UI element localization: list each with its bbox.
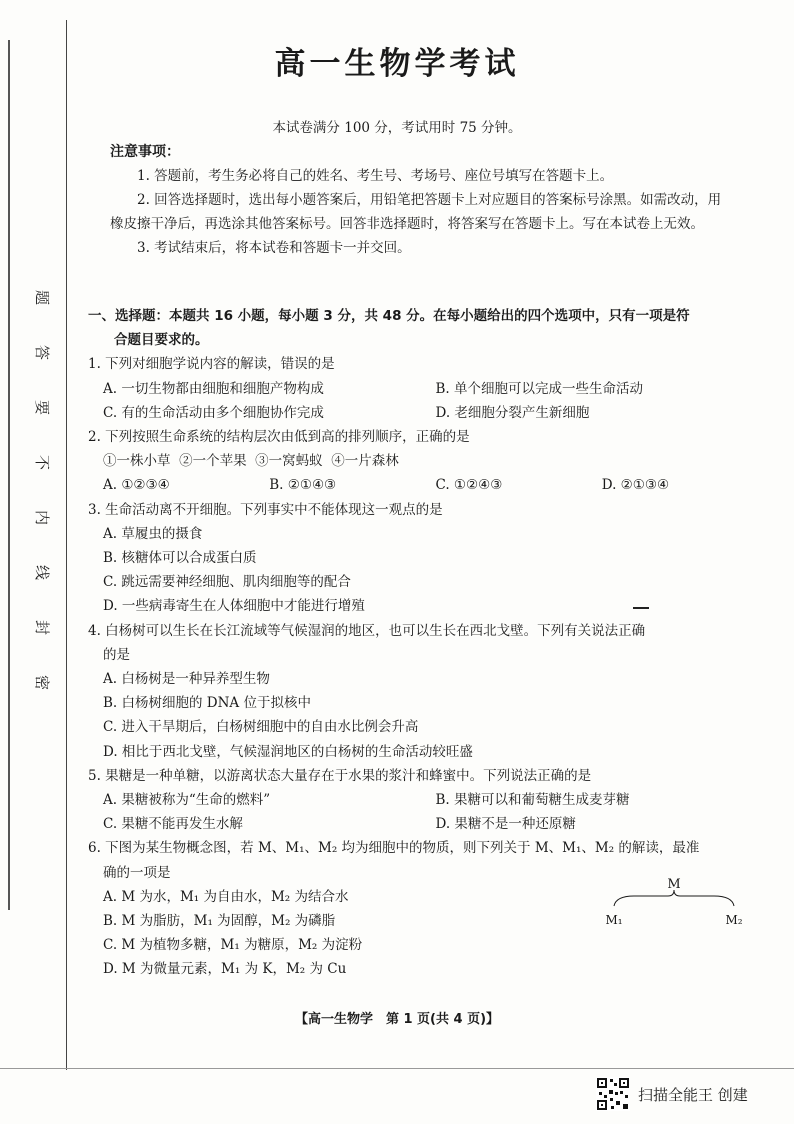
- option-b: B. ②①④③: [269, 477, 337, 494]
- seal-char: 答: [33, 344, 52, 361]
- question-stem: 3. 生命活动离不开细胞。下列事实中不能体现这一观点的是: [88, 501, 443, 518]
- exam-title: 高一生物学考试: [274, 46, 520, 82]
- option-a: A. 果糖被称为“生命的燃料”: [103, 792, 271, 809]
- question-stem: 2. 下列按照生命系统的结构层次由低到高的排列顺序，正确的是: [88, 429, 470, 446]
- option-c: C. 跳远需要神经细胞、肌肉细胞等的配合: [103, 574, 351, 591]
- seal-char: 要: [33, 399, 52, 416]
- option-a: A. 草履虫的摄食: [103, 525, 203, 542]
- stray-mark: [633, 607, 649, 609]
- option-d: D. 老细胞分裂产生新细胞: [435, 404, 590, 421]
- watermark-text: 扫描全能王 创建: [638, 1085, 748, 1104]
- question-3: [88, 498, 768, 619]
- option-a: A. 一切生物都由细胞和细胞产物构成: [103, 380, 324, 397]
- seal-char: 内: [33, 509, 52, 526]
- question-2: [88, 425, 768, 498]
- notes-heading: 注意事项：: [110, 144, 180, 160]
- option-c: C. 进入干旱期后，白杨树细胞中的自由水比例会升高: [103, 719, 419, 736]
- margin-edge-line: [8, 40, 10, 910]
- option-d: D. M 为微量元素，M₁ 为 K，M₂ 为 Cu: [103, 961, 347, 978]
- option-d: D. 一些病毒寄生在人体细胞中才能进行增殖: [103, 598, 365, 615]
- diagram-brace: [614, 890, 734, 906]
- option-c: C. 果糖不能再发生水解: [103, 816, 243, 833]
- footer-divider: [0, 1068, 794, 1069]
- question-stem: 5. 果糖是一种单糖，以游离状态大量存在于水果的浆汁和蜂蜜中。下列说法正确的是: [88, 767, 592, 784]
- diagram-left-label: M₁: [605, 913, 623, 928]
- option-d: D. ②①③④: [601, 477, 670, 494]
- notes-item: 2. 回答选择题时，选出每小题答案后，用铅笔把答题卡上对应题目的答案标号涂黑。如需改动，用橡皮擦干净后，再选涂其他答案标号。回答非选择题时，将答案写在答题卡上。写在本试卷上无效。: [110, 192, 722, 232]
- question-stem: 4. 白杨树可以生长在长江流域等气候湿润的地区，也可以生长在西北戈壁。下列有关说法正确: [88, 622, 646, 639]
- seal-instruction: [30, 290, 54, 690]
- seal-char: 密: [33, 674, 52, 691]
- section-heading: [88, 304, 768, 352]
- exam-info: 本试卷满分 100 分，考试用时 75 分钟。: [272, 120, 522, 136]
- question-items: ①一株小草 ②一个苹果 ③一窝蚂蚁 ④一片森林: [103, 453, 399, 470]
- question-stem-cont: 确的一项是: [103, 864, 171, 881]
- option-c: C. ①②④③: [435, 477, 503, 494]
- question-section: [88, 304, 768, 982]
- seal-char: 不: [33, 454, 52, 471]
- option-a: A. M 为水，M₁ 为自由水，M₂ 为结合水: [103, 888, 349, 905]
- option-b: B. 核糖体可以合成蛋白质: [103, 550, 257, 567]
- option-a: A. ①②③④: [103, 477, 170, 494]
- scanner-watermark: [596, 1077, 748, 1111]
- page-footer: 【高一生物学 第 1 页(共 4 页)】: [294, 1012, 500, 1027]
- question-1: [88, 352, 768, 425]
- notes-block: [110, 140, 730, 260]
- option-d: D. 相比于西北戈壁，气候湿润地区的白杨树的生命活动较旺盛: [103, 743, 473, 760]
- notes-item: 1. 答题前，考生务必将自己的姓名、考生号、考场号、座位号填写在答题卡上。: [137, 168, 614, 184]
- qr-code-icon: [596, 1077, 630, 1111]
- diagram-top-label: M: [667, 877, 681, 893]
- question-5: [88, 764, 768, 837]
- notes-item: 3. 考试结束后，将本试卷和答题卡一并交回。: [137, 240, 411, 256]
- question-stem: 1. 下列对细胞学说内容的解读，错误的是: [88, 356, 335, 373]
- section-heading-line2: 合题目要求的。: [114, 332, 209, 349]
- seal-char: 题: [33, 289, 52, 306]
- option-d: D. 果糖不是一种还原糖: [435, 816, 576, 833]
- option-b: B. 果糖可以和葡萄糖生成麦芽糖: [435, 792, 630, 809]
- option-c: C. M 为植物多糖，M₁ 为糖原，M₂ 为淀粉: [103, 937, 363, 954]
- question-stem: 6. 下图为某生物概念图，若 M、M₁、M₂ 均为细胞中的物质，则下列关于 M、M₁、M₂ 的解读，最准: [88, 840, 700, 857]
- question-4: [88, 619, 768, 764]
- binding-margin: [0, 0, 75, 1124]
- concept-diagram: [604, 872, 744, 932]
- option-b: B. 白杨树细胞的 DNA 位于拟核中: [103, 695, 311, 712]
- diagram-right-label: M₂: [725, 913, 743, 928]
- option-b: B. 单个细胞可以完成一些生命活动: [435, 380, 644, 397]
- binding-line: [66, 20, 67, 1070]
- question-stem-cont: 的是: [103, 646, 130, 663]
- seal-char: 封: [33, 619, 52, 636]
- option-c: C. 有的生命活动由多个细胞协作完成: [103, 404, 324, 421]
- question-6: [88, 836, 768, 981]
- option-a: A. 白杨树是一种异养型生物: [103, 671, 270, 688]
- section-heading-line1: 一、选择题：本题共 16 小题，每小题 3 分，共 48 分。在每小题给出的四个选项中，只有一项是符: [88, 308, 690, 324]
- seal-char: 线: [33, 564, 52, 581]
- option-b: B. M 为脂肪，M₁ 为固醇，M₂ 为磷脂: [103, 913, 336, 930]
